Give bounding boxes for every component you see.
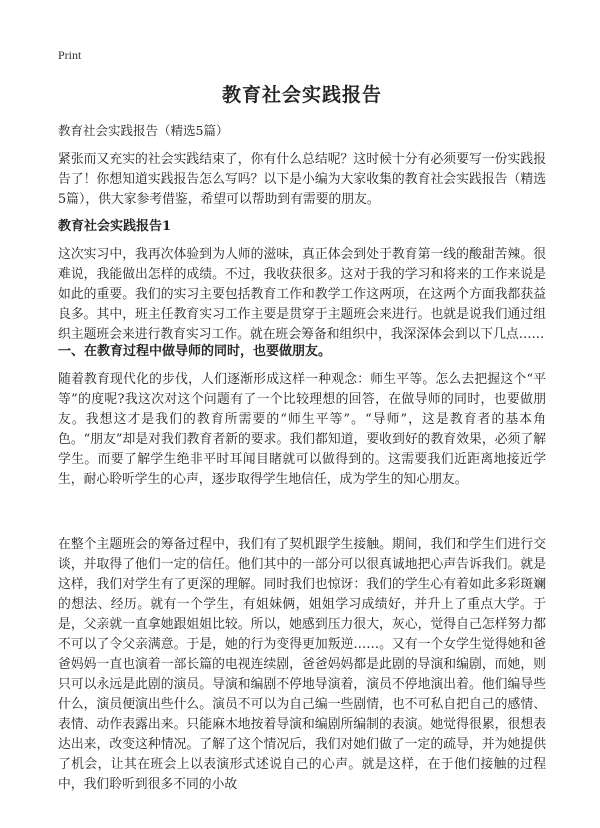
section-1-paragraph: 这次实习中，我再次体验到为人师的滋味，真正体会到处于教育第一线的酸甜苦辣。很难说，我能做出怎样的成绩。不过，我收获很多。这对于我的学习和将来的工作来说是如此的重要。我们的实习主要包括教育工作和教学工作这两项，在这两个方面我都获益良多。其中，班主任教育实习工作主要是贯穿于主题班会来进行。也就是说我们通过组织主题班会来进行教育实习工作。就在班会筹备和组织中，我深深体会到以下几点…… — [58, 247, 546, 342]
document-subtitle: 教育社会实践报告（精选5篇） — [58, 123, 229, 138]
print-link[interactable]: Print — [58, 48, 82, 62]
subheading-1: 一、在教育过程中做导师的同时，也要做朋友。 — [58, 344, 332, 359]
paragraph-2: 随着教育现代化的步伐，人们逐渐形成这样一种观念：师生平等。怎么去把握这个“平等”的度呢?我这次对这个问题有了一个比较理想的回答，在做导师的同时，也要做朋友。我想这才是我们的教育所需要的“师生平等”。“导师”，这是教育者的基本角色。“朋友”却是对我们教育者新的要求。我们都知道，要收到好的教育效果，必须了解学生。而要了解学生绝非平时耳闻目睹就可以做得到的。这需要我们近距离地接近学生，耐心聆听学生的心声，逐步取得学生地信任，成为学生的知心朋友。 — [58, 372, 546, 487]
intro-paragraph: 紧张而又充实的社会实践结束了，你有什么总结呢？这时候十分有必须要写一份实践报告了！你想知道实践报告怎么写吗？以下是小编为大家收集的教育社会实践报告（精选5篇），供大家参考借鉴，希望可以帮助到有需要的朋友。 — [58, 152, 546, 207]
section-heading-1: 教育社会实践报告1 — [58, 219, 172, 234]
page-title: 教育社会实践报告 — [221, 84, 382, 106]
paragraph-3: 在整个主题班会的筹备过程中，我们有了契机跟学生接触。期间，我们和学生们进行交谈，并取得了他们一定的信任。他们其中的一部分可以很真诚地把心声告诉我们。就是这样，我们对学生有了更深的理解。同时我们也惊讶：我们的学生心有着如此多彩斑斓的想法、经历。就有一个学生，有姐妹俩，姐姐学习成绩好，并升上了重点大学。于是，父亲就一直拿她跟姐姐比较。所以，她感到压力很大，灰心，觉得自己怎样努力都不可以了令父亲满意。于是，她的行为变得更加叛逆……。又有一个女学生觉得她和爸爸妈妈一直也演着一部长篇的电视连续剧，爸爸妈妈都是此剧的导演和编剧，而她，则只可以永远是此剧的演员。导演和编剧不停地导演着，演员不停地演出着。他们编导些什么，演员便演出些什么。演员不可以为自己编一些剧情，也不可私自把自己的感情、表情、动作表露出来。只能麻木地按着导演和编剧所编制的表演。她觉得很累，很想表达出来，改变这种情况。了解了这个情况后，我们对她们做了一定的疏导，并为她提供了机会，让其在班会上以表演形式述说自己的心声。就是这样，在于他们接触的过程中，我们聆听到很多不同的小故 — [58, 537, 546, 792]
